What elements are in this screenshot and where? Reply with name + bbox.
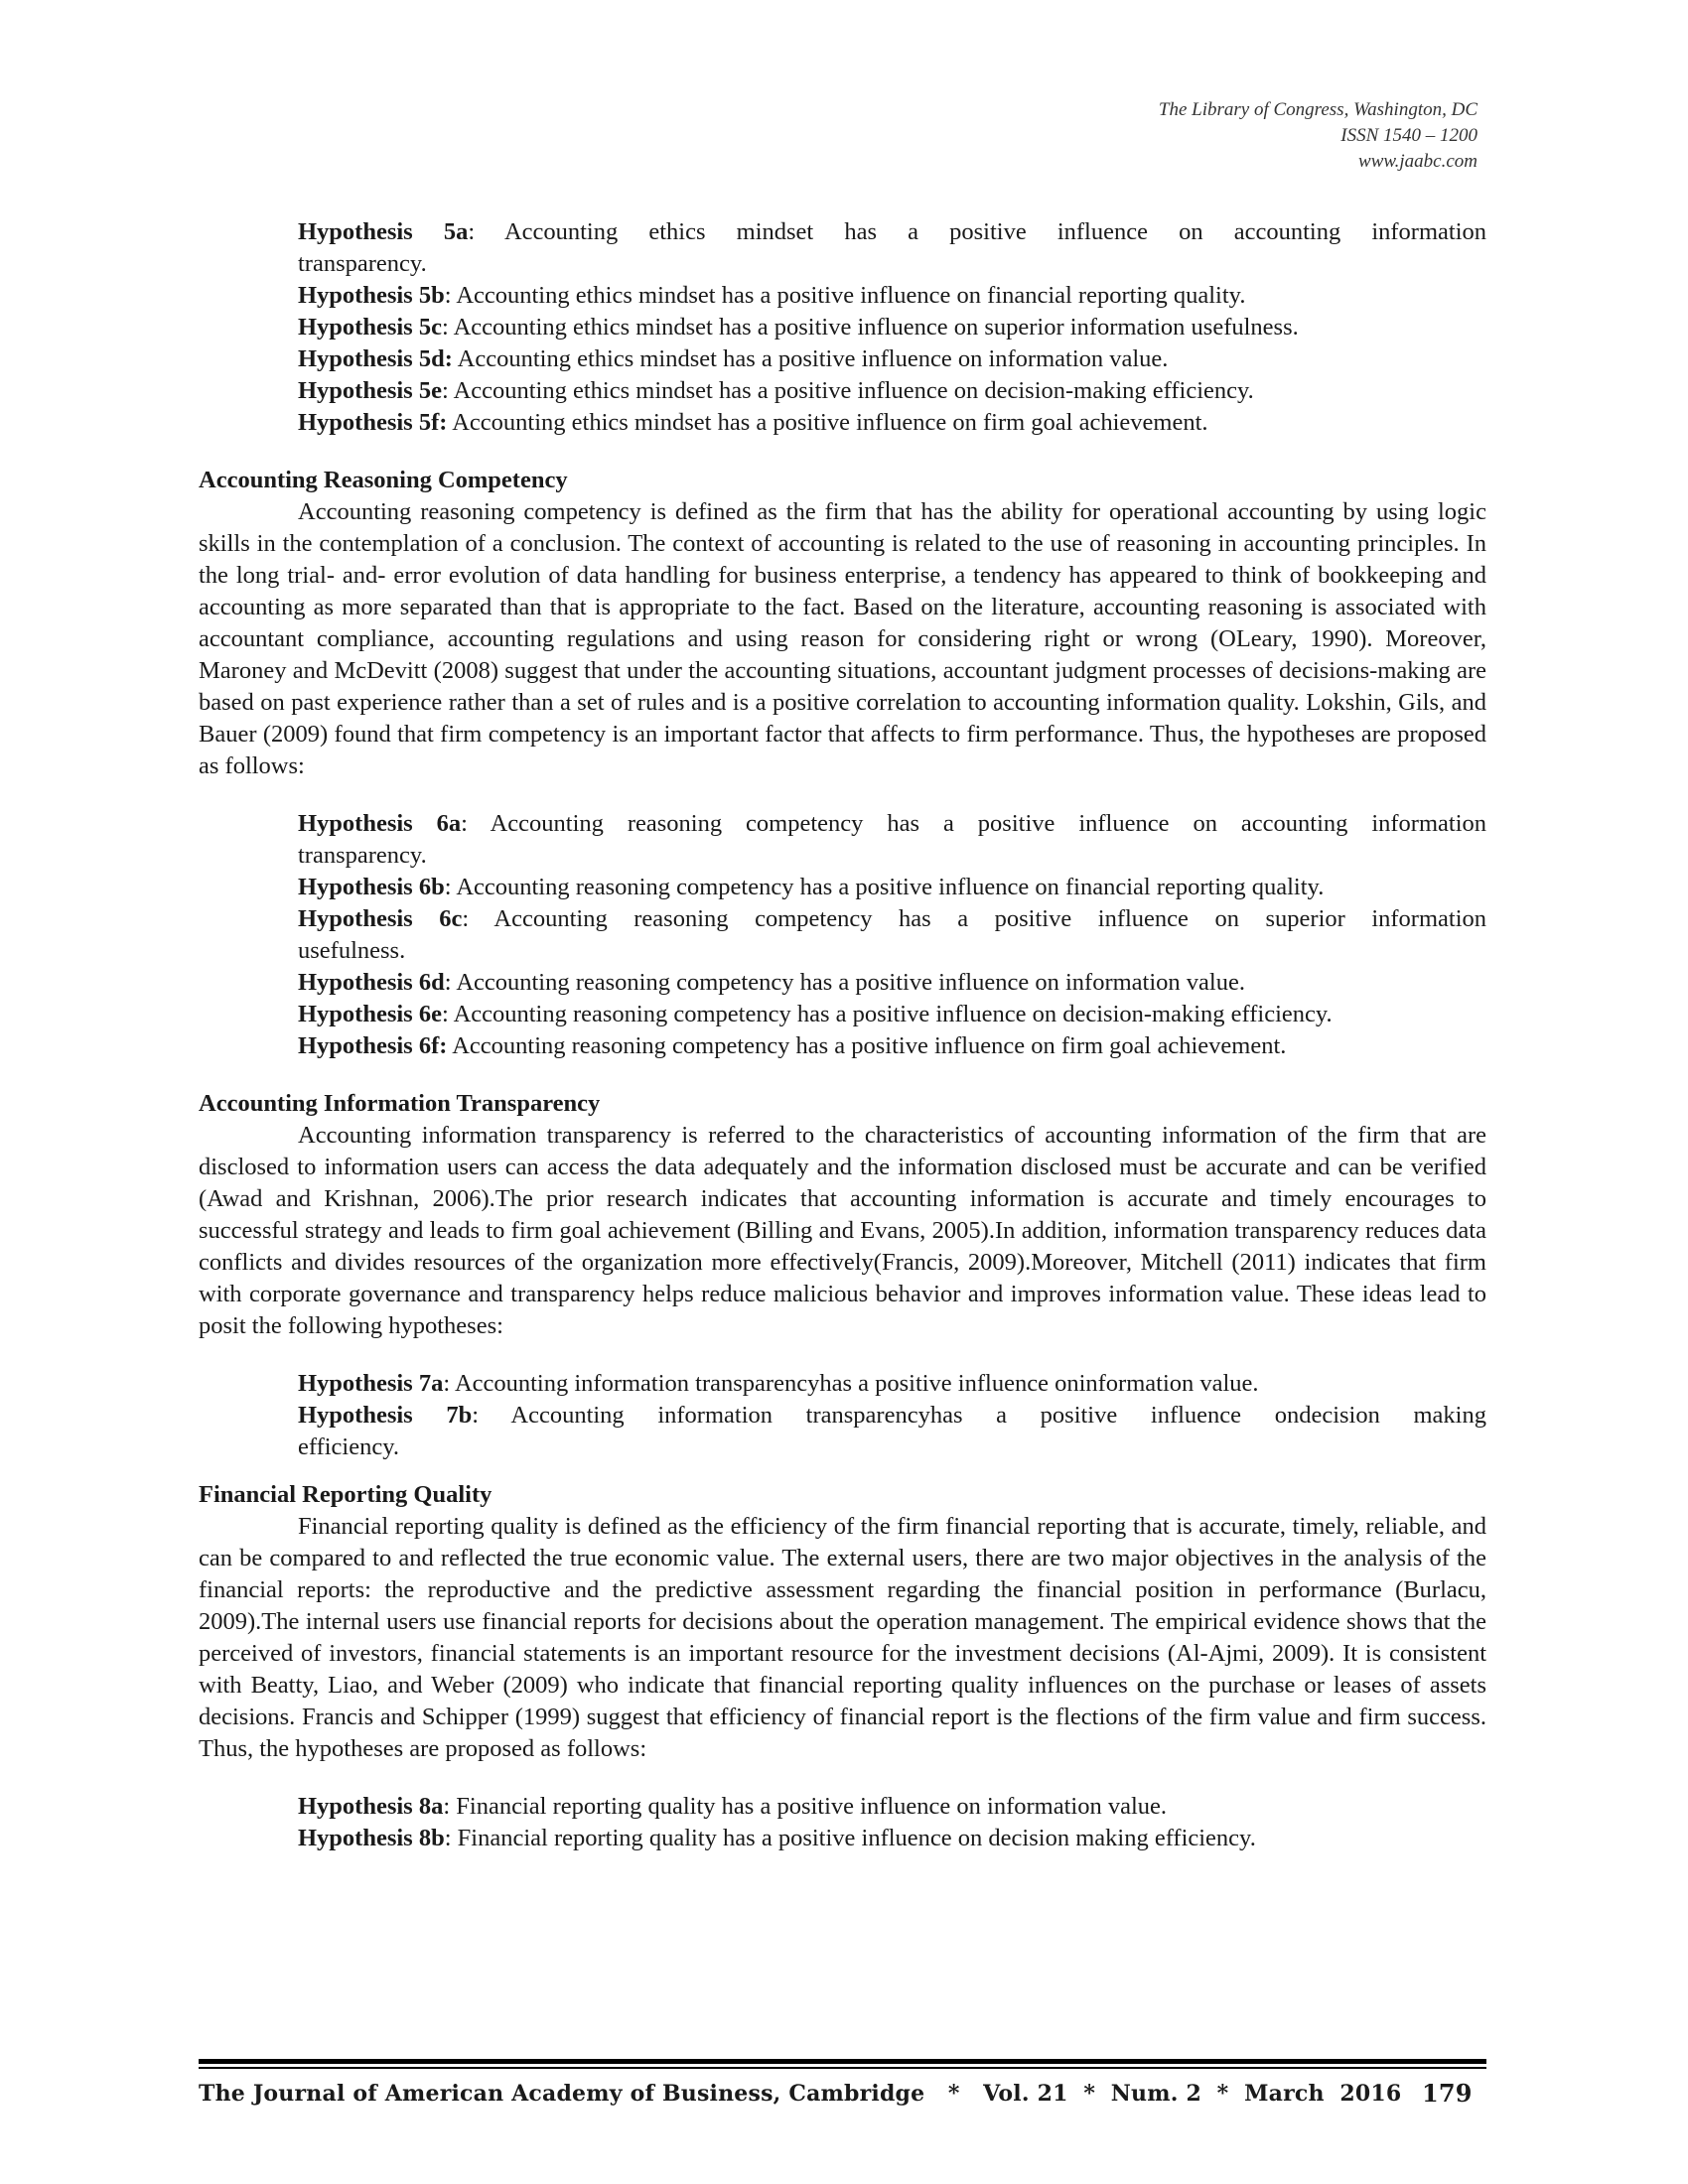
- hypothesis-continuation: transparency.: [298, 250, 427, 277]
- hypothesis-text: Accounting reasoning competency has a positive influence on superior information: [493, 905, 1487, 932]
- running-header: [1159, 97, 1477, 175]
- section-heading-reasoning: Accounting Reasoning Competency: [199, 467, 568, 493]
- section-paragraph-reasoning: Accounting reasoning competency is defined as the firm that has the ability for operational accounting by using logic skills in the contemplation of a conclusion. The context of accounting is related to the use of reasoning in accounting principles. In the long trial- and- error evolution of data handling for business enterprise, a tendency has appeared to think of bookkeeping and accounting as more separated than that is appropriate to the fact. Based on the literature, accounting reasoning is associated with accountant compliance, accounting regulations and using reason for considering right or wrong (OLeary, 1990). Moreover, Maroney and McDevitt (2008) suggest that under the accounting situations, accountant judgment processes of decisions-making are based on past experience rather than a set of rules and is a positive correlation to accounting information quality. Lokshin, Gils, and Bauer (2009) found that firm competency is an important factor that affects to firm performance. Thus, the hypotheses are proposed as follows:: [199, 498, 1486, 779]
- hypothesis-item: [298, 312, 1486, 343]
- hypothesis-separator: :: [443, 1793, 457, 1820]
- hypothesis-label: Hypothesis 5a: [298, 218, 469, 245]
- hypothesis-label: Hypothesis 5e: [298, 377, 442, 404]
- hypothesis-separator: :: [472, 1402, 511, 1429]
- hypothesis-text: Financial reporting quality has a positive influence on decision making efficiency.: [457, 1825, 1256, 1851]
- hypothesis-label: Hypothesis 5b: [298, 282, 445, 309]
- footer-rule: [199, 2059, 1486, 2064]
- hypothesis-text: Accounting ethics mindset has a positive influence on decision-making efficiency.: [453, 377, 1254, 404]
- header-line-library: The Library of Congress, Washington, DC: [1158, 99, 1477, 120]
- hypothesis-text: Accounting information transparencyhas a positive influence oninformation value.: [454, 1370, 1259, 1397]
- hypothesis-text: Financial reporting quality has a positive influence on information value.: [456, 1793, 1168, 1820]
- hypothesis-item: [298, 808, 1486, 840]
- footer-rule-thin: [199, 2067, 1486, 2069]
- page-footer: [199, 2079, 1486, 2109]
- hypothesis-label: Hypothesis 6e: [298, 1001, 442, 1027]
- hypothesis-label: Hypothesis 5f:: [298, 409, 448, 436]
- hypothesis-item: [298, 407, 1486, 439]
- hypothesis-label: Hypothesis 7a: [298, 1370, 444, 1397]
- page-number: 179: [1422, 2079, 1473, 2108]
- hypothesis-separator: :: [444, 1825, 458, 1851]
- hypothesis-separator: :: [462, 905, 494, 932]
- page-body: [199, 216, 1486, 1854]
- hypothesis-list: [298, 1791, 1486, 1854]
- hypothesis-text: Accounting ethics mindset has a positive influence on financial reporting quality.: [456, 282, 1246, 309]
- hypothesis-text: Accounting reasoning competency has a positive influence on financial reporting quality.: [456, 874, 1325, 900]
- hypothesis-list: [298, 216, 1486, 439]
- hypothesis-item: [298, 999, 1486, 1030]
- hypothesis-item: [298, 1030, 1486, 1062]
- hypothesis-separator: :: [444, 282, 457, 309]
- hypothesis-label: Hypothesis 5c: [298, 314, 442, 341]
- hypothesis-item: [298, 280, 1486, 312]
- hypothesis-label: Hypothesis 6b: [298, 874, 445, 900]
- hypothesis-label: Hypothesis 6a: [298, 810, 462, 837]
- hypothesis-continuation: transparency.: [298, 842, 427, 869]
- hypothesis-separator: :: [443, 1370, 455, 1397]
- hypothesis-list: [298, 808, 1486, 1062]
- hypothesis-text: Accounting reasoning competency has a positive influence on accounting information: [490, 810, 1486, 837]
- footer-journal: The Journal of American Academy of Business, Cambridge * Vol. 21 * Num. 2 * March 2016: [199, 2081, 1402, 2107]
- hypothesis-item: [298, 872, 1486, 903]
- hypothesis-text: Accounting reasoning competency has a positive influence on firm goal achievement.: [452, 1032, 1287, 1059]
- hypothesis-separator: :: [441, 377, 454, 404]
- hypothesis-continuation: usefulness.: [298, 937, 406, 964]
- hypothesis-item: [298, 375, 1486, 407]
- hypothesis-text: Accounting ethics mindset has a positive influence on information value.: [457, 345, 1169, 372]
- hypothesis-label: Hypothesis 8a: [298, 1793, 444, 1820]
- hypothesis-separator: :: [441, 1001, 454, 1027]
- hypothesis-separator: :: [444, 969, 457, 996]
- hypothesis-label: Hypothesis 6f:: [298, 1032, 448, 1059]
- hypothesis-separator: :: [444, 874, 457, 900]
- hypothesis-text: Accounting ethics mindset has a positive influence on firm goal achievement.: [452, 409, 1208, 436]
- hypothesis-continuation: efficiency.: [298, 1433, 400, 1460]
- header-line-issn: ISSN 1540 – 1200: [1340, 125, 1477, 146]
- hypothesis-item: [298, 1368, 1486, 1400]
- header-line-website: www.jaabc.com: [1358, 151, 1477, 172]
- hypothesis-text: Accounting reasoning competency has a positive influence on information value.: [456, 969, 1245, 996]
- hypothesis-separator: :: [468, 218, 504, 245]
- hypothesis-label: Hypothesis 6c: [298, 905, 463, 932]
- hypothesis-item: [298, 216, 1486, 248]
- hypothesis-separator: :: [441, 314, 454, 341]
- hypothesis-item: [298, 1791, 1486, 1823]
- hypothesis-label: Hypothesis 7b: [298, 1402, 473, 1429]
- hypothesis-text: Accounting ethics mindset has a positive influence on accounting information: [503, 218, 1486, 245]
- hypothesis-text: Accounting ethics mindset has a positive influence on superior information usefulness.: [453, 314, 1299, 341]
- hypothesis-item: [298, 967, 1486, 999]
- section-paragraph-transparency: Accounting information transparency is referred to the characteristics of accounting information of the firm that are disclosed to information users can access the data adequately and the information disclosed must be accurate and can be verified (Awad and Krishnan, 2006).The prior research indicates that accounting information is accurate and timely encourages to successful strategy and leads to firm goal achievement (Billing and Evans, 2005).In addition, information transparency reduces data conflicts and divides resources of the organization more effectively(Francis, 2009).Moreover, Mitchell (2011) indicates that firm with corporate governance and transparency helps reduce malicious behavior and improves information value. These ideas lead to posit the following hypotheses:: [199, 1122, 1486, 1339]
- hypothesis-label: Hypothesis 8b: [298, 1825, 445, 1851]
- hypothesis-list: [298, 1368, 1486, 1463]
- hypothesis-label: Hypothesis 5d:: [298, 345, 453, 372]
- hypothesis-item: [298, 343, 1486, 375]
- section-heading-reporting: Financial Reporting Quality: [199, 1481, 492, 1508]
- hypothesis-item: [298, 1400, 1486, 1432]
- section-heading-transparency: Accounting Information Transparency: [199, 1090, 601, 1117]
- hypothesis-label: Hypothesis 6d: [298, 969, 445, 996]
- hypothesis-text: Accounting information transparencyhas a positive influence ondecision making: [510, 1402, 1486, 1429]
- section-paragraph-reporting: Financial reporting quality is defined as the efficiency of the firm financial reporting that is accurate, timely, reliable, and can be compared to and reflected the true economic value. The external users, there are two major objectives in the analysis of the financial reports: the reproductive and the predictive assessment regarding the financial position in performance (Burlacu, 2009).The internal users use financial reports for decisions about the operation management. The empirical evidence shows that the perceived of investors, financial statements is an important resource for the investment decisions (Al-Ajmi, 2009). It is consistent with Beatty, Liao, and Weber (2009) who indicate that financial reporting quality influences on the purchase or leases of assets decisions. Francis and Schipper (1999) suggest that efficiency of financial report is the flections of the firm value and firm success. Thus, the hypotheses are proposed as follows:: [199, 1513, 1486, 1762]
- hypothesis-text: Accounting reasoning competency has a positive influence on decision-making efficiency.: [453, 1001, 1333, 1027]
- hypothesis-item: [298, 903, 1486, 935]
- hypothesis-item: [298, 1823, 1486, 1854]
- hypothesis-separator: :: [461, 810, 491, 837]
